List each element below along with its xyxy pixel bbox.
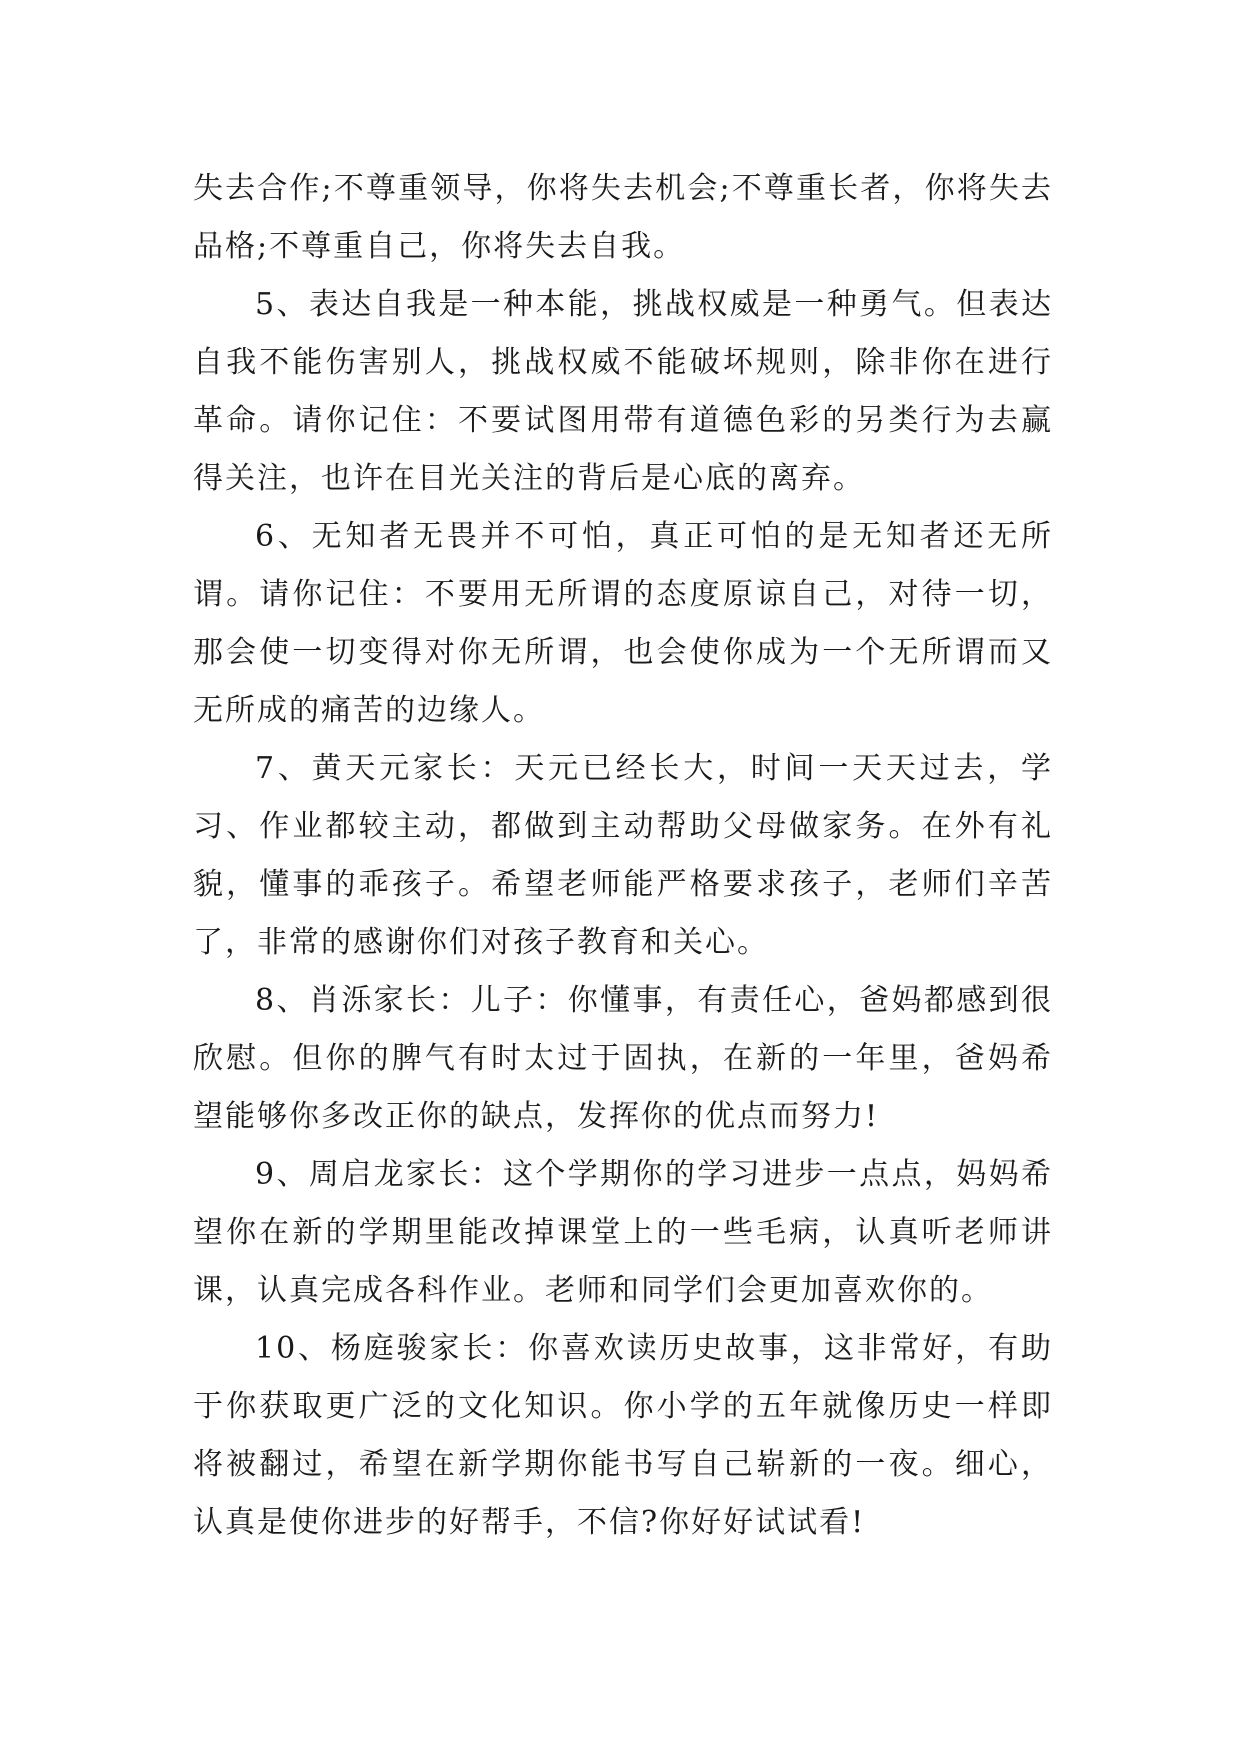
paragraph-item-8: 8、肖泺家长：儿子：你懂事，有责任心，爸妈都感到很欣慰。但你的脾气有时太过于固执，在新的一年里，爸妈希望能够你多改正你的缺点，发挥你的优点而努力! <box>193 983 1053 1134</box>
paragraph-item-6: 6、无知者无畏并不可怕，真正可怕的是无知者还无所谓。请你记住：不要用无所谓的态度原谅自己，对待一切，那会使一切变得对你无所谓，也会使你成为一个无所谓而又无所成的痛苦的边缘人。 <box>193 519 1053 728</box>
paragraph-continuation: 失去合作;不尊重领导，你将失去机会;不尊重长者，你将失去品格;不尊重自己，你将失去自我。 <box>193 171 1053 264</box>
paragraph-item-7: 7、黄天元家长：天元已经长大，时间一天天过去，学习、作业都较主动，都做到主动帮助父母做家务。在外有礼貌，懂事的乖孩子。希望老师能严格要求孩子，老师们辛苦了，非常的感谢你们对孩子教育和关心。 <box>193 751 1053 960</box>
paragraph-item-5: 5、表达自我是一种本能，挑战权威是一种勇气。但表达自我不能伤害别人，挑战权威不能破坏规则，除非你在进行革命。请你记住：不要试图用带有道德色彩的另类行为去赢得关注，也许在目光关注的背后是心底的离弃。 <box>193 287 1053 496</box>
paragraph-item-10: 10、杨庭骏家长：你喜欢读历史故事，这非常好，有助于你获取更广泛的文化知识。你小学的五年就像历史一样即将被翻过，希望在新学期你能书写自己崭新的一夜。细心，认真是使你进步的好帮手，不信?你好好试试看! <box>193 1331 1053 1540</box>
document-body <box>193 160 1053 1552</box>
paragraph-item-9: 9、周启龙家长：这个学期你的学习进步一点点，妈妈希望你在新的学期里能改掉课堂上的一些毛病，认真听老师讲课，认真完成各科作业。老师和同学们会更加喜欢你的。 <box>193 1157 1053 1308</box>
